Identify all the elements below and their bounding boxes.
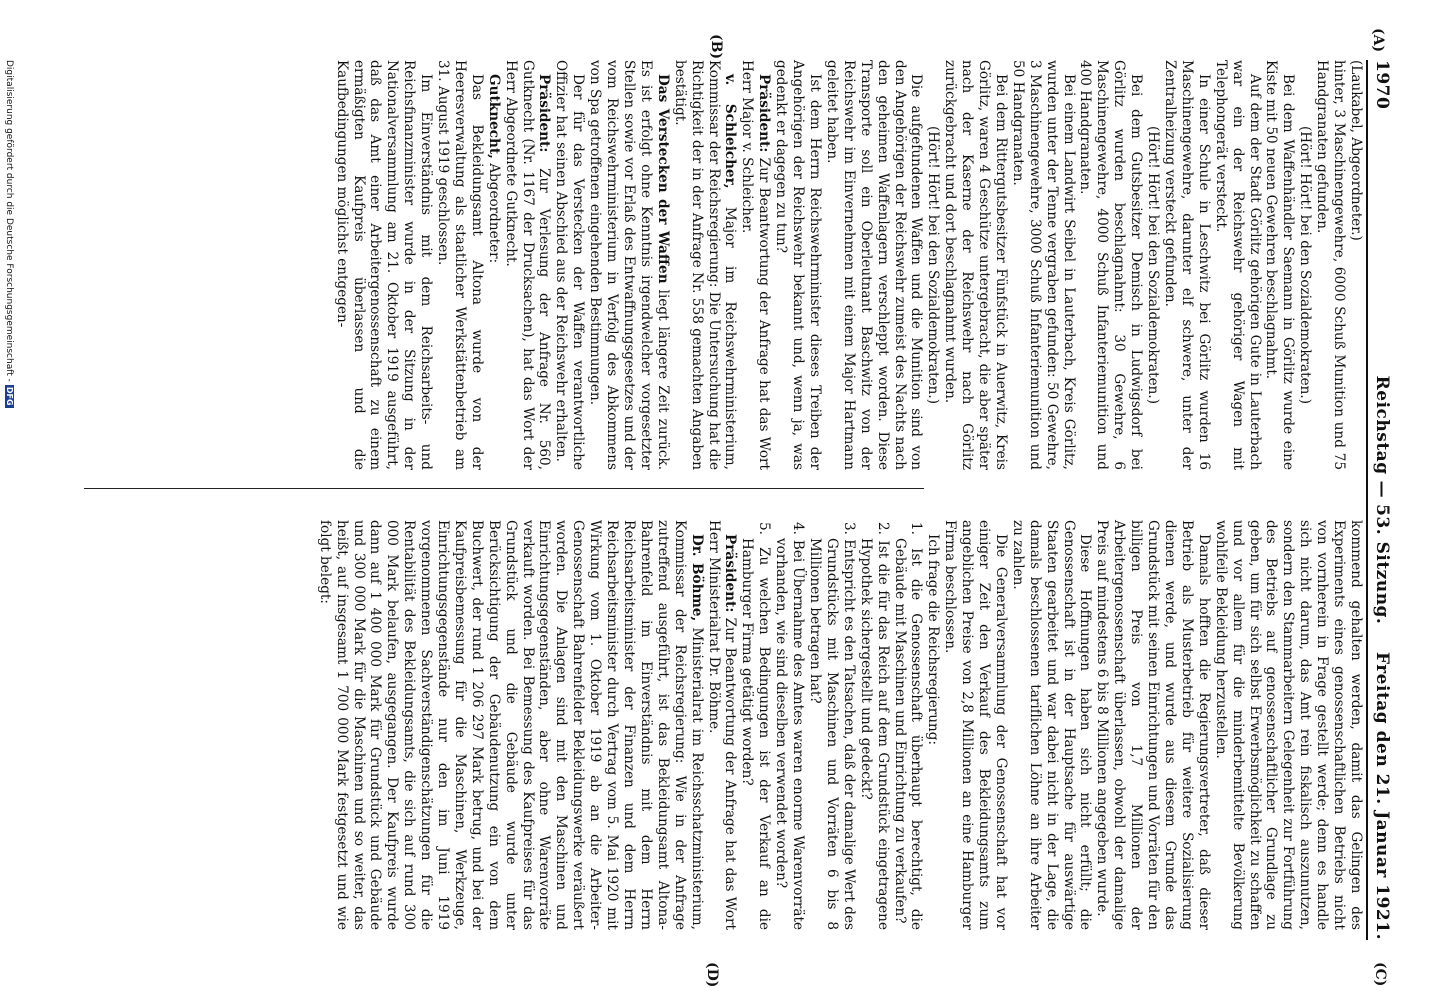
paragraph-text: Major im Reichswehrministerium, Kommissar der Reichsregierung: Die Untersuchung hat die Richtigkeit der in der Anfrage Nr. 558 gemachten Angaben bestätigt. [671,60,739,470]
paragraph-text: Ich frage die Reichsregierung: [925,534,942,746]
paragraph-text: Damals hofften die Regierungsvertreter, daß dieser Betrieb als Musterbetrieb für weitere Sozialisierung dienen werde, und wurde aus diesem Grunde das Grundstück mit seinen Einrichtungen und Vorräten für den billigen Preis von 1,7 Millionen der Arbeitergenossenschaft überlassen, obwohl der damalige Preis auf mindestens 6 bis 8 Millionen angegeben wurde. [1094,520,1212,930]
paragraph [924,60,941,470]
paragraph-text: Ministerialrat im Reichsschatzministerium, Kommissar der Reichsregierung: Wie in der Anfrage zutreffend ausgeführt, ist das Bekleidungsamt Altona-Bahrenfeld im Einverständnis mit dem Herrn Reichsarbeitsminister der Finanzen und dem Herrn Reichsarbeitsminister durch Vertrag vom 5. Mai 1920 mit Wirkung vom 1. Oktober 1919 ab an die Arbeiter-Genossenschaft Bahrenfelder Bekleidungswerke veräußert worden. Die Anlagen sind mit den Maschinen und Einrichtungsgegenständen, aber ohne Warenvorräte verkauft worden. Bei Bemessung des Kaufpreises für das Grundstück und die Gebäude wurde unter Berücksichtigung der Gebäudenutzung ein von dem Buchwert, der rund 1 206 297 Mark betrug, und bei der Kaufpreisbemessung für die Maschinen, Werkzeuge, Einrichtungsgegenstände nur den im Juni 1919 vorgenommenen Sachverständigenschätzungen für die Rentabilität des Bekleidungsamts, die sich auf rund 300 000 Mark belaufen, ausgegangen. Der Kaufpreis wurde dann auf 1 400 000 Mark für Grundstück und Gebäude und 300 000 Mark für die Maschinen und so weiter, das heißt, auf insgesamt 1 700 000 Mark festgesetzt und wie folgt belegt: [316,520,705,931]
paragraph [806,520,857,930]
paragraph [705,520,739,930]
paragraph-text: Der für das Verstecken der Waffen verantwortliche Offizier hat seinen Abschied aus der Reichswehr erhalten. [553,60,587,470]
paragraph-text: Im Einverständnis mit dem Reichsarbeits- und Reichsfinanzminister wurde in der Sitzung in der Nationalversammlung am 21. Oktober 1919 ausgeführt, daß das Amt einer Arbeitergenossenschaft zu einem ermäßigten Kaufpreis überlassen und die Kaufbedingungen möglichst entgegen- [333,60,435,470]
paragraph-text: Das Bekleidungsamt Altona wurde von der Heeresverwaltung als staatlicher Werkstättenbetrieb am 31. August 1919 geschlossen. [435,60,485,470]
paragraph-text: Bei dem Gutsbesitzer Demisch in Ludwigsdorf bei Görlitz wurden beschlagnahmt: 30 Gewehre, 6 Maschinengewehre, 4000 Schuß Infanteriemunition und 400 Handgranaten. [1077,60,1145,470]
paragraph-text: Abgeordneter: [485,158,502,264]
paragraph-text: Ist dem Herrn Reichswehrminister dieses Treiben der Angehörigen der Reichswehr bekannt und, wenn ja, was gedenkt er dagegen zu tun? [773,60,823,470]
speaker-label: Präsident: [722,534,739,613]
paragraph [738,60,772,470]
paragraph [772,60,823,470]
page-number: 1970 [1372,60,1392,110]
paragraph [586,60,671,470]
left-column [333,60,1364,470]
header-reichstag: Reichstag [1372,375,1392,475]
margin-marker-b: (B) [708,34,724,60]
paragraph [857,520,891,930]
header-date: Freitag den 21. Januar 1921. [1372,651,1392,940]
paragraph [924,520,941,930]
margin-marker-d: (D) [704,962,720,988]
column-divider [84,488,924,489]
paragraph-text: 5. Zu welchen Bedingungen ist der Verkauf an die Hamburger Firma getätigt worden? [739,522,773,930]
speaker-label: Das Verstecken der Waffen [654,74,671,284]
paragraph [1094,520,1212,930]
paragraph-text: kommend gehalten werden, damit das Gelingen des Experiments eines genossenschaftlichen Betriebs nicht von vornherein in Frage gestellt werde; denn es handle sich nicht darum, das Amt rein fiskalisch auszunutzen, sondern den Stammarbeitern Gelegenheit zur Fortführung des Betriebs auf genossenschaftlicher Grundlage zu geben, um für sich selbst Erwerbsmöglichkeit zu schaffen und vor allem für die minderbemittelte Bevölkerung wohlfeile Bekleidung herzustellen. [1212,520,1364,930]
paragraph-text: In einer Schule in Leschwitz bei Görlitz wurden 16 Maschinengewehre, darunter elf schwere, unter der Zentralheizung versteckt gefunden. [1162,60,1212,470]
speaker-label: Gutknecht, [485,74,502,159]
paragraph [1296,60,1313,470]
page-header [1366,60,1392,940]
paragraph-text: Bei dem Rittergutsbesitzer Fünfstück in Auerwitz, Kreis Görlitz, waren 4 Geschütze untergebracht, die aber später nach der Kaserne der Reichswehr nach Görlitz zurückgebracht und dort beschlagnahmt wurden. [942,60,1009,470]
paragraph [1263,60,1297,470]
paragraph [941,520,1009,930]
paragraph [333,60,434,470]
paragraph [485,60,502,470]
speaker-label: v. Schleicher, [722,74,739,189]
paragraph [1313,60,1347,470]
paragraph-text: (Hört! Hört! bei den Sozialdemokraten.) [1297,125,1314,405]
paragraph [671,60,739,470]
paragraph-text: Bei dem Waffenhändler Saemann in Görlitz wurde eine Kiste mit 50 neuen Gewehren beschlagnahmt. [1263,60,1297,470]
paragraph-text: Die Generalversammlung der Genossenschaft hat vor einiger Zeit den Verkauf des Bekleidungsamts zum angeblichen Preise von 2,8 Millionen an eine Hamburger Firma beschlossen. [942,520,1009,930]
speaker-label: Präsident: [536,74,553,153]
paragraph-text: hinter, 3 Maschinengewehre, 6000 Schuß Munition und 75 Handgranaten gefunden. [1314,60,1348,470]
paragraph-text: Diese Hoffnungen haben sich nicht erfüllt; die Genossenschaft ist in der Hauptsache für auswärtige Staaten gearbeitet und war dabei nicht in der Lage, die damals beschlossenen tariflichen Löhne an ihre Arbeiter zu zahlen. [1009,520,1094,930]
paragraph [772,520,806,930]
paragraph-text: liegt längere Zeit zurück. Es ist erfolgt ohne Kenntnis irgendwelcher vorgesetzter Stellen sowie vor Erlaß des Entwaffnungsgesetzes und der vom Reichswehrministerium in Verfolg des Abkommens von Spa getroffenen eingehenden Bestimmungen. [587,60,671,471]
paragraph [1212,520,1364,930]
paragraph-text: 2. Ist die für das Reich auf dem Grundstück eingetragene Hypothek sichergestellt und gedeckt? [857,522,891,930]
paragraph [941,60,1009,470]
paragraph-text: Die aufgefundenen Waffen und die Munition sind von den Angehörigen der Reichswehr zumeist des Nachts nach den geheimen Waffenlagern verschleppt worden. Diese Transporte soll ein Oberleutnant Baschwitz von der Reichswehr im Einvernehmen mit einem Major Hartmann geleitet haben. [823,60,925,470]
credit-text: Digitalisierung gefördert durch die Deutsche Forschungsgemeinschaft - [4,60,14,382]
paragraph [1144,60,1161,470]
paragraph [316,520,705,930]
paragraph-text: Auf dem der Stadt Görlitz gehörigen Gute in Lauterbach war ein der Reichswehr gehöriger Wagen mit Telephongerät versteckt. [1212,60,1263,470]
margin-marker-c: (C) [1372,962,1388,987]
paragraph [434,60,485,470]
speaker-label: Präsident: [756,74,773,153]
paragraph-text: 4. Bei Übernahme des Amtes waren enorme Warenvorräte vorhanden, wie sind dieselben verwendet worden? [773,522,807,930]
paragraph-text: Zur Beantwortung der Anfrage hat das Wort Herr Ministerialrat Dr. Böhme. [705,520,739,930]
paragraph-text: Bei einem Landwirt Seibel in Lauterbach, Kreis Görlitz, wurden unter der Tenne vergraben gefunden: 50 Gewehre, 3 Maschinengewehre, 3000 Schuß Infanteriemunition und 50 Handgranaten. [1009,60,1077,470]
paragraph [738,520,772,930]
paragraph [891,520,925,930]
paragraph [1161,60,1212,470]
right-column [316,520,1364,930]
header-dash: — [1372,480,1392,499]
paragraph-text: 3. Entspricht es den Tatsachen, daß der damalige Wert des Grundstücks mit Maschinen und Vorräten 6 bis 8 Millionen betragen hat? [807,522,857,930]
paragraph [1077,60,1145,470]
paragraph [1212,60,1263,470]
paragraph [1009,60,1077,470]
paragraph [553,60,587,470]
paragraph-text: 1. Ist die Genossenschaft überhaupt berechtigt, die Gebäude mit Maschinen und Einrichtung zu verkaufen? [891,522,925,930]
speaker-label: Dr. Böhme, [688,534,705,622]
paragraph [1009,520,1094,930]
paragraph [1347,60,1364,470]
paragraph-text: (Hört! Hört! bei den Sozialdemokraten.) [925,125,942,405]
paragraph-text: (Hört! Hört! bei den Sozialdemokraten.) [1145,125,1162,405]
digitization-credit [4,60,14,408]
dfg-logo: DFG [5,386,14,406]
paragraph [502,60,553,470]
paragraph-text: Zur Beantwortung der Anfrage hat das Wort Herr Major v. Schleicher. [739,60,773,470]
paragraph-text: (Laukabel, Abgeordneter.) [1348,60,1364,241]
paragraph [823,60,924,470]
paragraph-text: Zur Verlesung der Anfrage Nr. 560, Gutknecht (Nr. 1167 der Drucksachen), hat das Wort der Herr Abgeordnete Gutknecht. [502,60,553,470]
header-session: 53. Sitzung. [1372,504,1392,625]
margin-marker-a: (A) [1370,28,1386,53]
